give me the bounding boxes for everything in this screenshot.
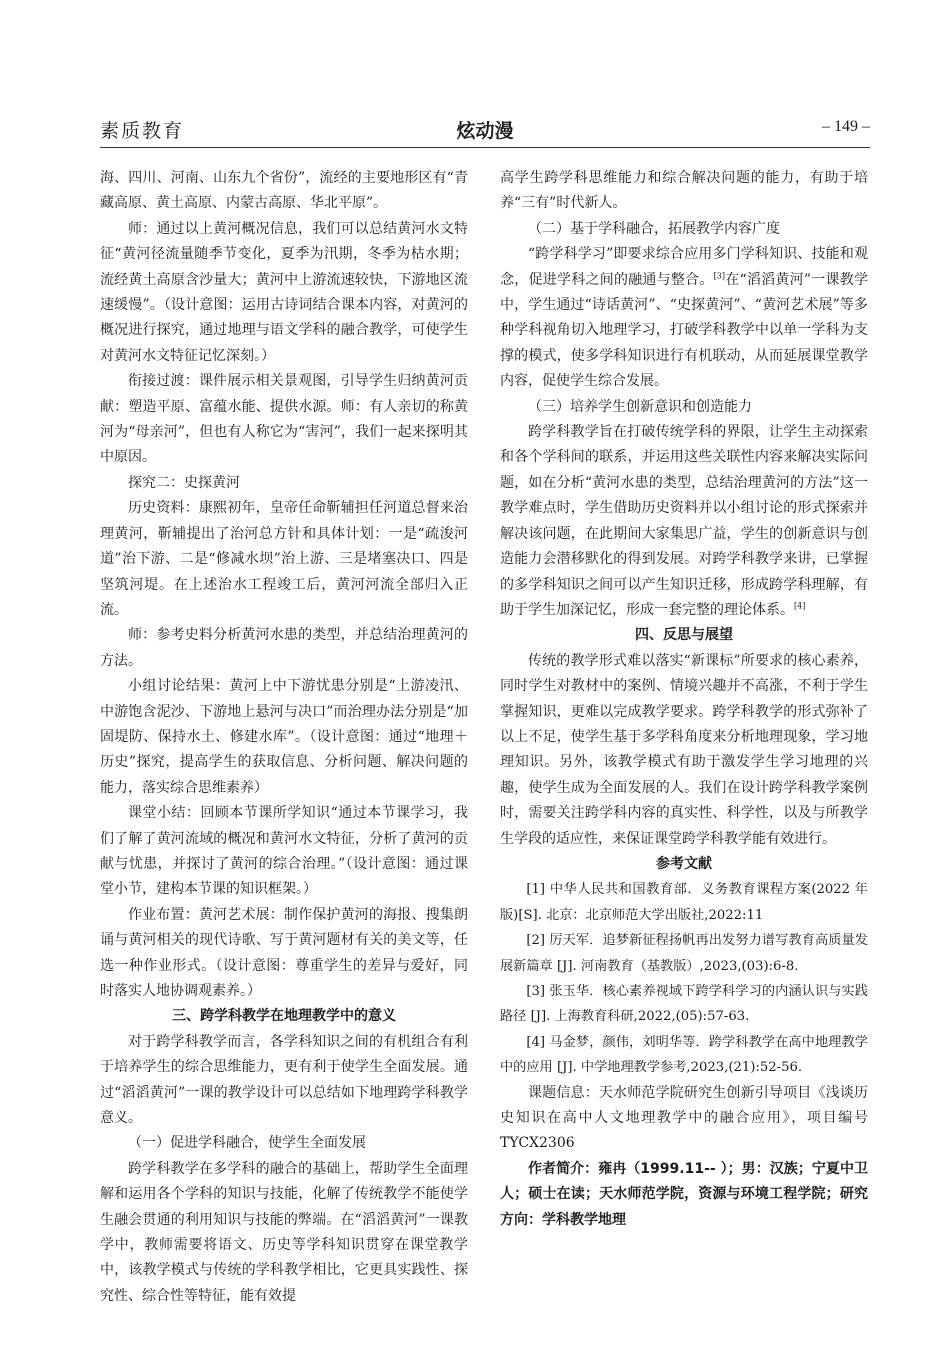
paragraph — [500, 166, 868, 217]
paragraph-text: 师：参考史料分析黄河水患的类型，并总结治理黄河的方法。 — [100, 627, 468, 669]
reference-item — [500, 979, 868, 1030]
paragraph-text: 传统的教学形式难以落实“新课标”所要求的核心素养，同时学生对教材中的案例、情境兴趣并不高涨，不利于学生掌握知识，更难以完成教学要求。跨学科教学的形式弥补了以上不足，使学生基于多学科角度来分析地理现象，学习地理知识。另外，该教学模式有助于激发学生学习地理的兴趣，使学生成为全面发展的人。我们在设计跨学科教学案例时，需要关注跨学科内容的真实性、科学性，以及与所教学生学段的适应性，来保证课堂跨学科教学能有效进行。 — [500, 652, 868, 847]
reference-item — [500, 928, 868, 979]
paragraph — [100, 623, 468, 674]
author-bio — [500, 1157, 868, 1233]
paragraph — [100, 1157, 468, 1309]
paragraph — [500, 217, 868, 242]
page-header — [100, 116, 870, 148]
paragraph-text: （一）促进学科融合，使学生全面发展 — [128, 1135, 366, 1152]
paragraph-text: [4] 马金梦，颜伟，刘明华等．跨学科教学在高中地理教学中的应用 [J]. 中学地理教学参考,2023,(21):52-56. — [500, 1034, 868, 1076]
citation-marker: [4] — [794, 601, 806, 611]
paragraph — [500, 649, 868, 852]
paragraph — [100, 1131, 468, 1156]
paragraph-text: 四、反思与展望 — [635, 627, 733, 644]
paragraph-text: 海、四川、河南、山东九个省份”，流经的主要地形区有“青藏高原、黄土高原、内蒙古高原、华北平原”。 — [100, 170, 468, 212]
header-rule — [100, 147, 870, 148]
paragraph-text: 高学生跨学科思维能力和综合解决问题的能力，有助于培养“三有”时代新人。 — [500, 170, 868, 212]
paragraph-text: 参考文献 — [656, 855, 712, 872]
paragraph-text: （三）培养学生创新意识和创造能力 — [528, 398, 752, 415]
paragraph — [500, 420, 868, 623]
paragraph-text: [2] 厉天军．追梦新征程扬帆再出发努力谱写教育高质量发展新篇章 [J]. 河南教育（基教版）,2023,(03):6-8. — [500, 933, 868, 974]
reference-item — [500, 1030, 868, 1081]
page-number: – 149 – — [822, 118, 870, 135]
paragraph — [100, 496, 468, 623]
paragraph-text: 课堂小结：回顾本节课所学知识“通过本节课学习，我们了解了黄河流域的概况和黄河水文特征，分析了黄河的贡献与忧患，并探讨了黄河的综合治理。”（设计意图：通过课堂小节，建构本节课的知识框架。） — [100, 805, 468, 898]
section-heading — [100, 1004, 468, 1029]
paragraph-text: 探究二：史探黄河 — [128, 474, 240, 491]
paragraph-text: 跨学科教学在多学科的融合的基础上，帮助学生全面理解和运用各个学科的知识与技能，化解了传统教学不能使学生融会贯通的利用知识与技能的弊端。在“滔滔黄河”一课教学中，教师需要将语文、历史等学科知识贯穿在课堂教学中，该教学模式与传统的学科教学相比，它更具实践性、探究性、综合性等特征，能有效提 — [100, 1160, 468, 1304]
paragraph — [100, 166, 468, 217]
paragraph — [100, 801, 468, 903]
magazine-title: 炫动漫 — [456, 120, 514, 142]
paragraph — [100, 471, 468, 496]
paragraph-text: 跨学科教学旨在打破传统学科的界限，让学生主动探索和各个学科间的联系，并运用这些关联性内容来解决实际问题，如在分析“黄河水患的类型，总结治理黄河的方法”这一教学难点时，学生借助历史资料并以小组讨论的形式探索并解决该问题，在此期间大家集思广益，学生的创新意识与创造能力会潜移默化的得到发展。对跨学科教学来讲，已掌握的多学科知识之间可以产生知识迁移，形成跨学科理解，有助于学生加深记忆，形成一套完整的理论体系。 — [500, 424, 868, 618]
section-heading — [500, 623, 868, 648]
paragraph-text: 作者简介：雍冉（1999.11-- ）；男：汉族；宁夏中卫人；硕士在读；天水师范学院，资源与环境工程学院；研究方向：学科教学地理 — [500, 1160, 868, 1228]
paragraph-text: 课题信息：天水师范学院研究生创新引导项目《浅谈历史知识在高中人文地理教学中的融合应用》，项目编号 TYCX2306 — [500, 1084, 868, 1152]
right-column — [500, 166, 868, 1233]
paragraph-text: 师：通过以上黄河概况信息，我们可以总结黄河水文特征“黄河径流量随季节变化，夏季为汛期，冬季为枯水期；流经黄土高原含沙量大；黄河中上游流速较快，下游地区流速缓慢”。（设计意图：运用古诗词结合课本内容，对黄河的概况进行探究，通过地理与语文学科的融合教学，可使学生对黄河水文特征记忆深刻。） — [100, 220, 468, 364]
paragraph — [500, 395, 868, 420]
paragraph-text: “跨学科学习”即要求综合应用多门学科知识、技能和观念，促进学科之间的融通与整合。 — [500, 246, 868, 288]
citation-marker: [3] — [713, 270, 725, 280]
left-column — [100, 166, 468, 1309]
paragraph-text: 对于跨学科教学而言，各学科知识之间的有机组合有利于培养学生的综合思维能力，更有利于使学生全面发展。通过“滔滔黄河”一课的教学设计可以总结如下地理跨学科教学意义。 — [100, 1033, 468, 1127]
section-heading — [500, 852, 868, 877]
journal-title: 素质教育 — [100, 120, 185, 142]
paragraph — [100, 369, 468, 471]
paragraph-text: （二）基于学科融合，拓展教学内容广度 — [528, 220, 780, 237]
reference-item — [500, 877, 868, 928]
paragraph-text: [3] 张玉华．核心素养视域下跨学科学习的内涵认识与实践路径 [J]. 上海教育科研,2022,(05):57-63. — [500, 984, 868, 1025]
paragraph-text: [1] 中华人民共和国教育部．义务教育课程方案(2022 年版)[S]. 北京：北京师范大学出版社,2022:11 — [500, 882, 868, 923]
paragraph-text: 小组讨论结果：黄河上中下游忧患分别是“上游凌汛、中游饱含泥沙、下游地上悬河与决口”而治理办法分别是“加固堤防、保持水土、修建水库”。（设计意图：通过“地理＋历史”探究，提高学生的获取信息、分析问题、解决问题的能力，落实综合思维素养） — [100, 678, 468, 796]
paragraph — [100, 1030, 468, 1132]
paragraph — [100, 903, 468, 1005]
paragraph — [100, 217, 468, 369]
paragraph-text: 衔接过渡：课件展示相关景观图，引导学生归纳黄河贡献：塑造平原、富蕴水能、提供水源。师：有人亲切的称黄河为“母亲河”，但也有人称它为“害河”，我们一起来探明其中原因。 — [100, 373, 468, 466]
paragraph-text: 历史资料：康熙初年，皇帝任命靳辅担任河道总督来治理黄河，靳辅提出了治河总方针和具体计划：一是“疏浚河道”治下游、二是“修减水坝”治上游、三是堵塞决口、四是坚筑河堤。在上述治水工程竣工后，黄河河流全部归入正流。 — [100, 500, 468, 618]
paragraph — [100, 674, 468, 801]
paragraph — [500, 1081, 868, 1157]
paragraph — [500, 242, 868, 394]
paragraph-text: 作业布置：黄河艺术展：制作保护黄河的海报、搜集朗诵与黄河相关的现代诗歌、写于黄河题材有关的美文等，任选一种作业形式。（设计意图：尊重学生的差异与爱好，同时落实人地协调观素养。） — [100, 906, 468, 999]
paragraph-text: 三、跨学科教学在地理教学中的意义 — [172, 1008, 396, 1025]
paragraph-text-continued: 在“滔滔黄河”一课教学中，学生通过“诗话黄河”、“史探黄河”、“黄河艺术展”等多种学科视角切入地理学习，打破学科教学中以单一学科为支撑的模式，使多学科知识进行有机联动，从而延展课堂教学内容，促使学生综合发展。 — [500, 271, 868, 390]
